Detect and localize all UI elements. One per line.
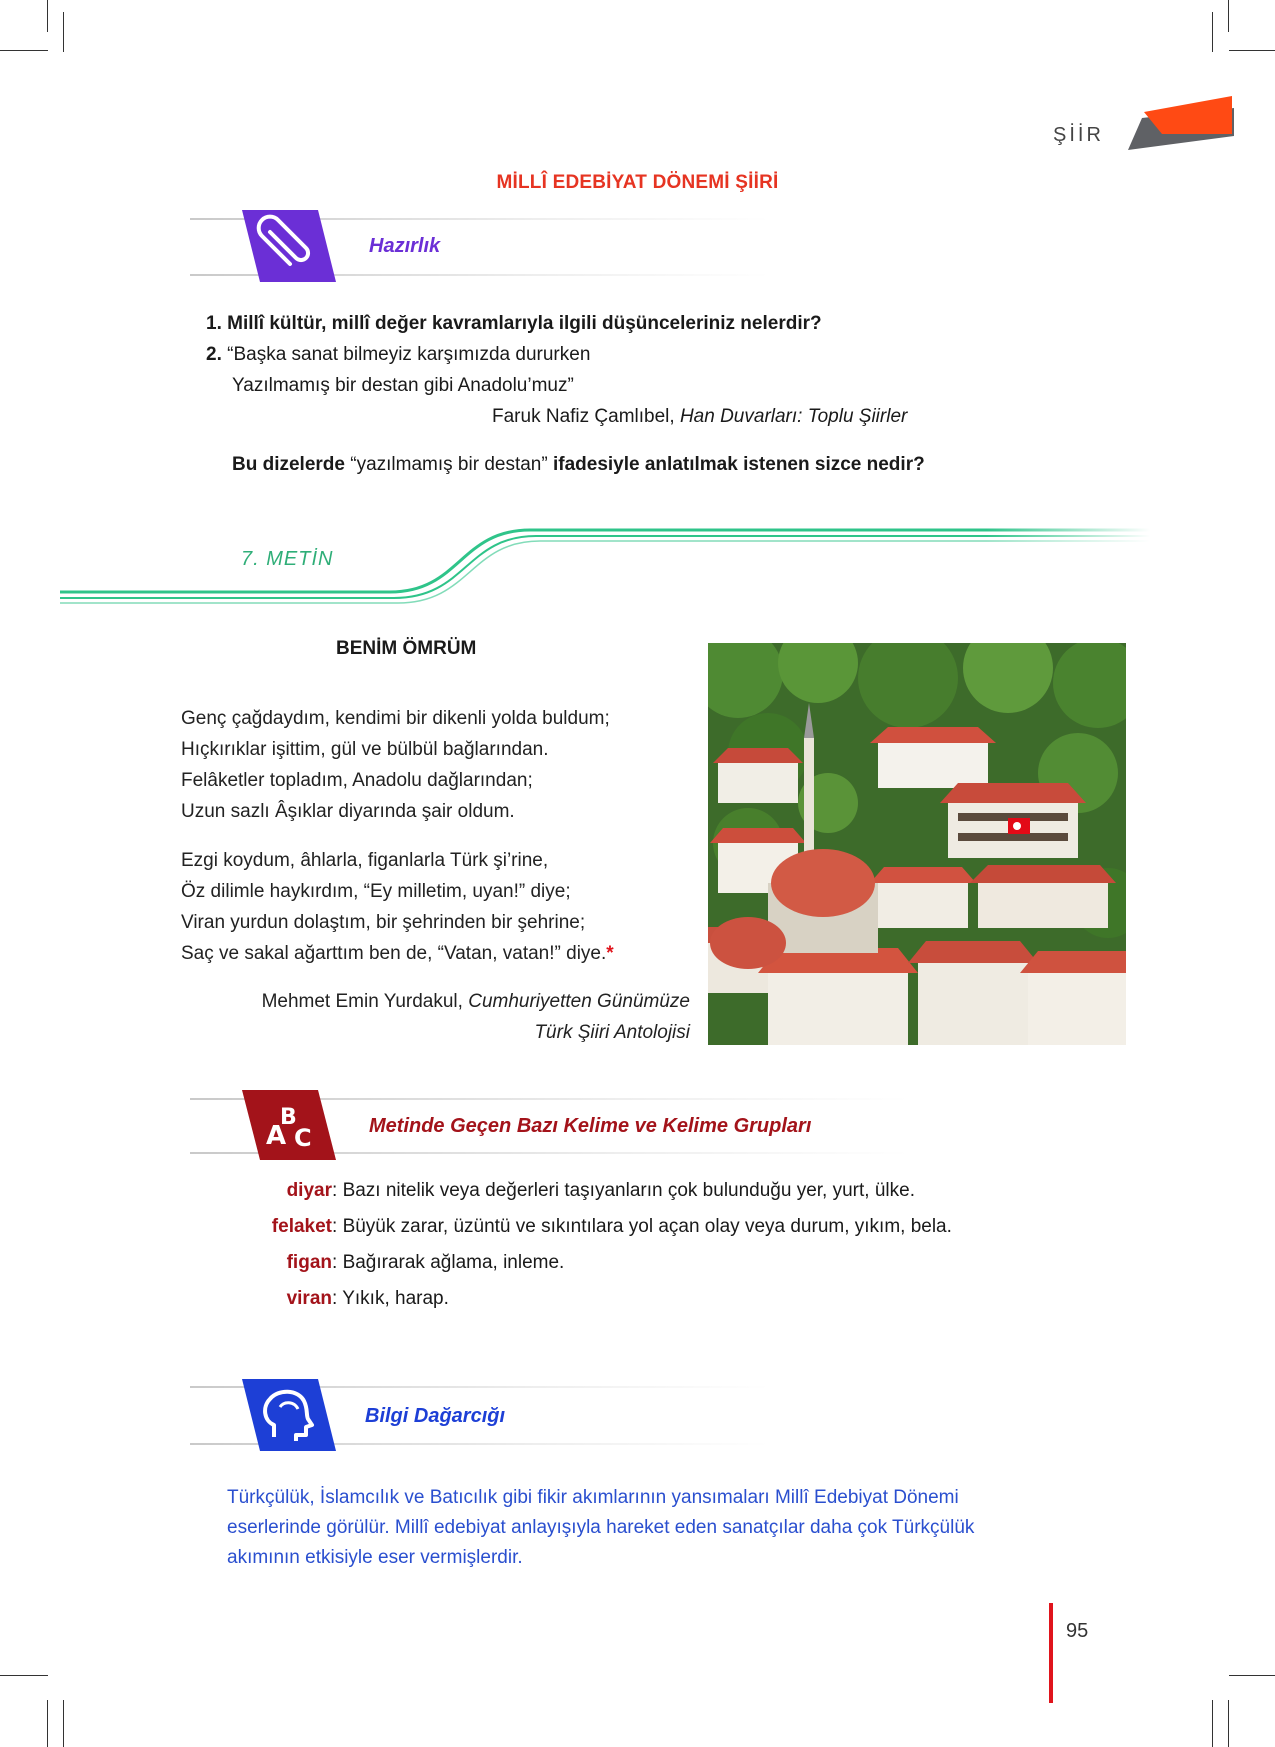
glossary-definition: Büyük zarar, üzüntü ve sıkıntılara yol açan olay veya durum, yıkım, bela. bbox=[342, 1216, 952, 1237]
hazirlik-icon-badge bbox=[236, 210, 336, 282]
poem-source bbox=[180, 986, 690, 1048]
poem-line: Uzun sazlı Âşıklar diyarında şair oldum. bbox=[181, 801, 515, 822]
bilgi-line: eserlerinde görülür. Millî edebiyat anlayışıyla hareket eden sanatçılar daha çok Türkçülük bbox=[227, 1517, 975, 1538]
question-2 bbox=[206, 339, 590, 370]
poem-source-work-2: Türk Şiiri Antolojisi bbox=[534, 1022, 690, 1043]
bilgi-line: Türkçülük, İslamcılık ve Batıcılık gibi fikir akımlarının yansımaları Millî Edebiyat Dönemi bbox=[227, 1487, 959, 1508]
flag bbox=[1008, 818, 1030, 834]
glossary-list bbox=[240, 1173, 952, 1317]
poem-line: Ezgi koydum, âhlarla, figanlarla Türk şi’rine, bbox=[181, 850, 549, 871]
crop-mark bbox=[63, 1700, 64, 1747]
glossary-term: figan bbox=[286, 1252, 332, 1273]
glossary-term: diyar bbox=[286, 1180, 332, 1201]
glossary-definition: Bağırarak ağlama, inleme. bbox=[342, 1252, 565, 1273]
chapter-label: ŞİİR bbox=[1053, 124, 1104, 146]
quote-source-author: Faruk Nafiz Çamlıbel, bbox=[492, 406, 680, 427]
glossary-term: viran bbox=[286, 1288, 332, 1309]
crop-mark bbox=[0, 1675, 48, 1676]
glossary-definition: Bazı nitelik veya değerleri taşıyanların çok bulunduğu yer, yurt, ülke. bbox=[342, 1180, 915, 1201]
svg-text:A: A bbox=[266, 1121, 287, 1151]
page-number: 95 bbox=[1066, 1620, 1089, 1642]
question-3-part-c: ifadesiyle anlatılmak istenen sizce nedir? bbox=[552, 454, 925, 475]
question-2-number: 2. bbox=[206, 344, 222, 365]
poem-stanza-1 bbox=[181, 703, 610, 827]
poem-source-line-1 bbox=[180, 986, 690, 1017]
bilgi-heading: Bilgi Dağarcığı bbox=[365, 1405, 506, 1427]
question-3-part-a: Bu dizelerde bbox=[232, 454, 351, 475]
poem-line bbox=[181, 938, 614, 969]
poem-line: Genç çağdaydım, kendimi bir dikenli yolda buldum; bbox=[181, 708, 610, 729]
question-1-number: 1. bbox=[206, 313, 222, 334]
crop-mark bbox=[47, 0, 48, 32]
page-number-bar bbox=[1049, 1603, 1053, 1703]
crop-mark bbox=[1229, 1675, 1275, 1676]
metin-banner bbox=[60, 522, 1150, 608]
poem-line: Felâketler topladım, Anadolu dağlarından; bbox=[181, 770, 533, 791]
crop-mark bbox=[1229, 50, 1275, 51]
crop-mark bbox=[47, 1700, 48, 1747]
quote-line-1: “Başka sanat bilmeyiz karşımızda dururken bbox=[227, 344, 591, 365]
crop-mark bbox=[1212, 1700, 1213, 1747]
poem-last-line: Saç ve sakal ağarttım ben de, “Vatan, vatan!” diye. bbox=[181, 943, 607, 964]
poem-line: Öz dilimle haykırdım, “Ey milletim, uyan!” diye; bbox=[181, 881, 571, 902]
crop-mark bbox=[63, 12, 64, 52]
quote-source bbox=[492, 401, 907, 432]
glossary-heading: Metinde Geçen Bazı Kelime ve Kelime Grupları bbox=[369, 1115, 812, 1137]
poem-source-line-2 bbox=[180, 1017, 690, 1048]
question-3-part-b: “yazılmamış bir destan” bbox=[350, 454, 553, 475]
poem-stanza-2 bbox=[181, 845, 614, 969]
question-3 bbox=[232, 449, 925, 480]
crop-mark bbox=[1212, 12, 1213, 52]
glossary-item: felaket: Büyük zarar, üzüntü ve sıkıntılara yol açan olay veya durum, yıkım, bela. bbox=[240, 1209, 952, 1245]
glossary-term: felaket bbox=[271, 1216, 332, 1237]
hazirlik-heading: Hazırlık bbox=[369, 235, 441, 257]
bilgi-paragraph bbox=[227, 1483, 974, 1573]
question-1 bbox=[206, 308, 822, 339]
glossary-item: figan: Bağırarak ağlama, inleme. bbox=[240, 1245, 952, 1281]
poem-source-work-1: Cumhuriyetten Günümüze bbox=[468, 991, 690, 1012]
svg-text:C: C bbox=[294, 1124, 312, 1152]
chapter-tab-graphic bbox=[1122, 94, 1234, 150]
glossary-icon-badge bbox=[236, 1090, 336, 1160]
glossary-definition: Yıkık, harap. bbox=[342, 1288, 449, 1309]
page-title: MİLLÎ EDEBİYAT DÖNEMİ ŞİİRİ bbox=[496, 172, 779, 193]
footnote-asterisk: * bbox=[606, 943, 614, 964]
glossary-item: diyar: Bazı nitelik veya değerleri taşıyanların çok bulunduğu yer, yurt, ülke. bbox=[240, 1173, 952, 1209]
quote-line-2: Yazılmamış bir destan gibi Anadolu’muz” bbox=[232, 375, 574, 396]
poem-source-author: Mehmet Emin Yurdakul, bbox=[261, 991, 469, 1012]
bilgi-line: akımının etkisiyle eser vermişlerdir. bbox=[227, 1547, 523, 1568]
town-photo bbox=[708, 643, 1126, 1045]
metin-label: 7. METİN bbox=[241, 548, 334, 570]
question-1-text: Millî kültür, millî değer kavramlarıyla ilgili düşünceleriniz nelerdir? bbox=[227, 313, 822, 334]
svg-text:B: B bbox=[280, 1105, 297, 1130]
crop-mark bbox=[0, 50, 48, 51]
poem-line: Viran yurdun dolaştım, bir şehrinden bir şehrine; bbox=[181, 912, 586, 933]
quote-source-work: Han Duvarları: Toplu Şiirler bbox=[679, 406, 908, 427]
glossary-item: viran: Yıkık, harap. bbox=[240, 1281, 952, 1317]
poem-title: BENİM ÖMRÜM bbox=[336, 638, 477, 659]
bilgi-icon-badge bbox=[236, 1379, 336, 1451]
poem-line: Hıçkırıklar işittim, gül ve bülbül bağlarından. bbox=[181, 739, 549, 760]
crop-mark bbox=[1228, 0, 1229, 32]
crop-mark bbox=[1228, 1700, 1229, 1747]
